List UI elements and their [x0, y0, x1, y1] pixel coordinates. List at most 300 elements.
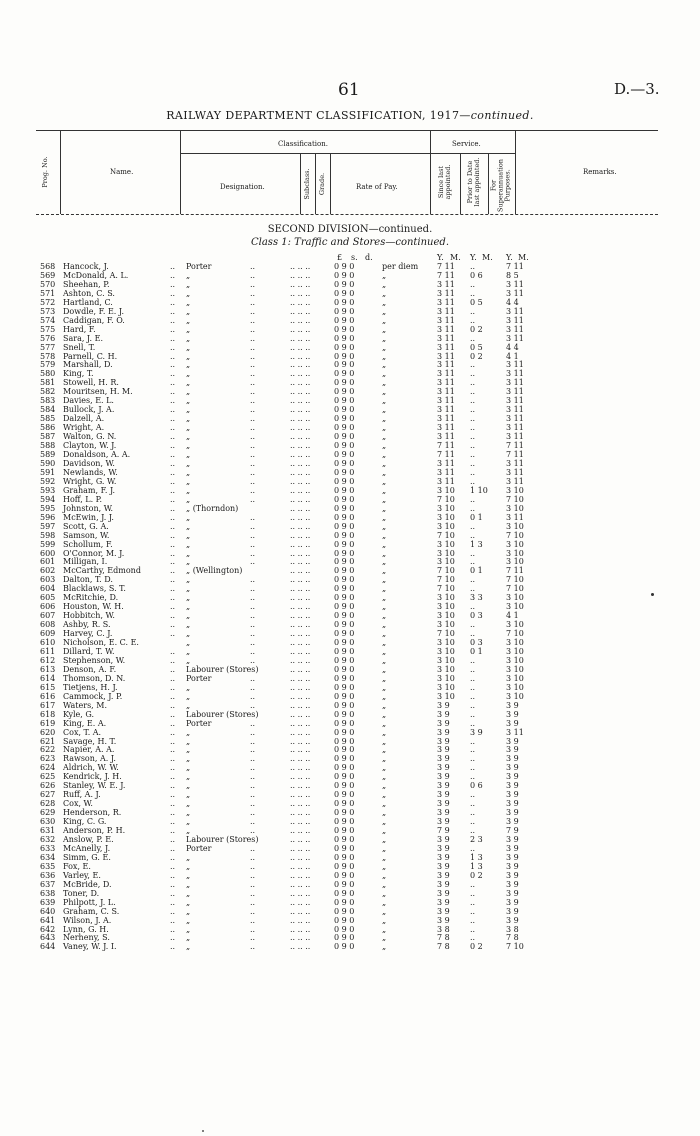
leader-dots: ..	[250, 548, 256, 558]
leader-dots: ..	[250, 494, 256, 504]
staff-name: Cox, T. A.	[63, 727, 102, 737]
service-prior: ..	[470, 279, 476, 289]
header-service: Service.	[452, 140, 481, 148]
leader-dots: ..	[170, 897, 176, 907]
staff-name: Graham, F. J.	[63, 485, 116, 495]
staff-name: King, T.	[63, 369, 94, 379]
pay-period: „	[382, 342, 387, 352]
rate-of-pay: 0 9 0	[334, 262, 355, 271]
leader-dots: ..	[170, 593, 176, 603]
staff-name: Davies, E. L.	[63, 396, 114, 406]
leader-dots: ..	[250, 754, 256, 764]
pay-period: „	[382, 924, 387, 934]
service-since-last: 3 10	[437, 611, 455, 621]
header-grade: Grade.	[318, 172, 326, 196]
pay-period: „	[382, 781, 387, 791]
service-superannuation: 3 11	[506, 369, 524, 379]
designation: „	[186, 575, 191, 585]
pay-period: „	[382, 629, 387, 639]
pay-period: „	[382, 826, 387, 836]
prog-no: 582	[40, 387, 56, 397]
service-superannuation: 3 11	[506, 279, 524, 289]
prog-no: 591	[40, 467, 56, 477]
designation: Porter	[186, 262, 212, 271]
staff-name: Sara, J. E.	[63, 333, 103, 343]
service-prior: ..	[470, 736, 476, 746]
service-superannuation: 3 9	[506, 736, 519, 746]
rate-of-pay: 0 9 0	[334, 593, 355, 603]
rate-of-pay: 0 9 0	[334, 333, 355, 343]
rate-of-pay: 0 9 0	[334, 521, 355, 531]
designation: „	[186, 530, 191, 540]
prog-no: 643	[40, 933, 56, 943]
service-since-last: 7 10	[437, 566, 455, 576]
service-superannuation: 4 1	[506, 351, 519, 361]
staff-name: Savage, H. T.	[63, 736, 117, 746]
service-superannuation: 3 11	[506, 306, 524, 316]
pay-period: „	[382, 790, 387, 800]
staff-name: Stanley, W. E. J.	[63, 781, 126, 791]
classification-rule	[180, 153, 430, 154]
staff-table-body	[0, 263, 700, 952]
pay-period: „	[382, 530, 387, 540]
rate-of-pay: 0 9 0	[334, 691, 355, 701]
service-since-last: 3 9	[437, 718, 450, 728]
service-superannuation: 3 10	[506, 521, 524, 531]
service-since-last: 3 11	[437, 387, 455, 397]
staff-name: Graham, C. S.	[63, 906, 120, 916]
service-since-last: 3 9	[437, 897, 450, 907]
designation: „	[186, 646, 191, 656]
designation: „	[186, 441, 191, 451]
leader-dots: ..	[250, 557, 256, 567]
prog-no: 569	[40, 270, 56, 280]
leader-dots: ..	[170, 870, 176, 880]
rate-of-pay: 0 9 0	[334, 611, 355, 621]
leader-dots: ..	[250, 333, 256, 343]
service-prior: ..	[470, 826, 476, 836]
staff-name: Bullock, J. A.	[63, 405, 115, 415]
leader-dots: ..	[170, 861, 176, 871]
leader-dots: ..	[250, 441, 256, 451]
prog-no: 601	[40, 557, 56, 567]
leader-dots: ..	[250, 324, 256, 334]
pay-period: „	[382, 548, 387, 558]
designation: „	[186, 584, 191, 594]
rate-of-pay: 0 9 0	[334, 539, 355, 549]
prog-no: 578	[40, 351, 56, 361]
leader-dots: ..	[250, 369, 256, 379]
service-since-last: 3 11	[437, 306, 455, 316]
rate-of-pay: 0 9 0	[334, 342, 355, 352]
service-prior: ..	[470, 458, 476, 468]
leader-dots: .. .. ..	[290, 611, 311, 621]
leader-dots: ..	[250, 799, 256, 809]
service-since-last: 3 10	[437, 521, 455, 531]
leader-dots: ..	[250, 906, 256, 916]
prog-no: 588	[40, 441, 56, 451]
service-superannuation: 7 11	[506, 450, 524, 460]
service-superannuation: 3 11	[506, 324, 524, 334]
leader-dots: .. .. ..	[290, 754, 311, 764]
leader-dots: .. .. ..	[290, 297, 311, 307]
service-superannuation: 3 10	[506, 655, 524, 665]
pay-period: „	[382, 485, 387, 495]
service-superannuation: 3 9	[506, 888, 519, 898]
rate-of-pay: 0 9 0	[334, 879, 355, 889]
designation: „	[186, 270, 191, 280]
leader-dots: ..	[170, 754, 176, 764]
rate-of-pay: 0 9 0	[334, 620, 355, 630]
leader-dots: ..	[170, 369, 176, 379]
document-code: D.—3.	[614, 80, 660, 98]
leader-dots: ..	[170, 826, 176, 836]
prog-no: 592	[40, 476, 56, 486]
leader-dots: .. .. ..	[290, 620, 311, 630]
service-superannuation: 3 11	[506, 467, 524, 477]
leader-dots: ..	[170, 763, 176, 773]
rate-of-pay: 0 9 0	[334, 324, 355, 334]
prog-no: 640	[40, 906, 56, 916]
leader-dots: ..	[170, 718, 176, 728]
service-since-last: 7 10	[437, 494, 455, 504]
rate-of-pay: 0 9 0	[334, 655, 355, 665]
service-superannuation: 3 9	[506, 835, 519, 844]
service-prior: ..	[470, 396, 476, 406]
staff-name: Toner, D.	[63, 888, 100, 898]
prog-no: 602	[40, 566, 56, 576]
service-superannuation: 3 9	[506, 709, 519, 719]
service-prior: 0 1	[470, 566, 483, 576]
rate-of-pay: 0 9 0	[334, 423, 355, 433]
service-since-last: 3 10	[437, 485, 455, 495]
pay-period: „	[382, 772, 387, 782]
service-prior: ..	[470, 432, 476, 442]
service-superannuation: 3 11	[506, 423, 524, 433]
leader-dots: .. .. ..	[290, 324, 311, 334]
pay-period: „	[382, 306, 387, 316]
service-since-last: 3 10	[437, 638, 455, 648]
service-superannuation: 3 9	[506, 817, 519, 827]
leader-dots: .. .. ..	[290, 673, 311, 683]
leader-dots: ..	[250, 279, 256, 289]
pay-period: „	[382, 611, 387, 621]
rate-of-pay: 0 9 0	[334, 512, 355, 522]
pay-period: „	[382, 432, 387, 442]
service-prior: 0 1	[470, 646, 483, 656]
designation: Porter	[186, 718, 212, 728]
rate-of-pay: 0 9 0	[334, 306, 355, 316]
prog-no: 579	[40, 360, 56, 370]
leader-dots: ..	[170, 476, 176, 486]
leader-dots: ..	[170, 781, 176, 791]
leader-dots: ..	[250, 584, 256, 594]
rate-of-pay: 0 9 0	[334, 843, 355, 853]
service-since-last: 3 11	[437, 369, 455, 379]
service-since-last: 7 10	[437, 629, 455, 639]
designation: „	[186, 745, 191, 755]
prog-no: 642	[40, 924, 56, 934]
title-main: RAILWAY DEPARTMENT CLASSIFICATION, 1917—	[166, 109, 471, 122]
leader-dots: .. .. ..	[290, 646, 311, 656]
designation: „	[186, 691, 191, 701]
service-superannuation: 7 10	[506, 629, 524, 639]
staff-name: Hoff, L. P.	[63, 494, 102, 504]
leader-dots: ..	[250, 655, 256, 665]
header-remarks: Remarks.	[583, 168, 617, 176]
rate-of-pay: 0 9 0	[334, 396, 355, 406]
unit-years: Y.	[506, 253, 513, 262]
leader-dots: ..	[250, 432, 256, 442]
service-since-last: 3 11	[437, 360, 455, 370]
service-since-last: 3 11	[437, 279, 455, 289]
leader-dots: ..	[250, 673, 256, 683]
leader-dots: ..	[250, 476, 256, 486]
pay-period: „	[382, 879, 387, 889]
pay-period: per diem	[382, 262, 419, 271]
staff-name: Dalton, T. D.	[63, 575, 113, 585]
service-since-last: 7 11	[437, 262, 455, 271]
header-classification: Classification.	[278, 140, 328, 148]
pay-period: „	[382, 297, 387, 307]
pay-period: „	[382, 387, 387, 397]
designation: „	[186, 297, 191, 307]
rate-of-pay: 0 9 0	[334, 754, 355, 764]
leader-dots: .. .. ..	[290, 602, 311, 612]
division-heading: SECOND DIVISION—continued.	[267, 224, 433, 235]
leader-dots: .. .. ..	[290, 414, 311, 424]
designation: „	[186, 485, 191, 495]
service-since-last: 3 11	[437, 324, 455, 334]
prog-no: 637	[40, 879, 56, 889]
service-since-last: 3 11	[437, 396, 455, 406]
prog-no: 625	[40, 772, 56, 782]
leader-dots: .. .. ..	[290, 817, 311, 827]
designation: „	[186, 288, 191, 298]
service-since-last: 7 10	[437, 530, 455, 540]
header-subclass: Subclass.	[303, 168, 311, 200]
rate-of-pay: 0 9 0	[334, 852, 355, 862]
service-superannuation: 3 10	[506, 602, 524, 612]
pay-period: „	[382, 870, 387, 880]
service-since-last: 3 9	[437, 817, 450, 827]
staff-name: Vaney, W. J. I.	[63, 942, 117, 952]
leader-dots: ..	[170, 906, 176, 916]
designation: „	[186, 620, 191, 630]
service-prior: ..	[470, 467, 476, 477]
service-superannuation: 3 11	[506, 476, 524, 486]
leader-dots: ..	[170, 817, 176, 827]
designation: „	[186, 924, 191, 934]
designation: „	[186, 879, 191, 889]
service-superannuation: 3 10	[506, 593, 524, 603]
leader-dots: ..	[170, 808, 176, 818]
staff-name: Clayton, W. J.	[63, 441, 117, 451]
rate-of-pay: 0 9 0	[334, 897, 355, 907]
prog-no: 577	[40, 342, 56, 352]
designation: Porter	[186, 843, 212, 853]
leader-dots: .. .. ..	[290, 450, 311, 460]
leader-dots: .. .. ..	[290, 745, 311, 755]
service-prior: 0 3	[470, 638, 483, 648]
rate-of-pay: 0 9 0	[334, 727, 355, 737]
leader-dots: ..	[170, 566, 176, 576]
prog-no: 615	[40, 682, 56, 692]
leader-dots: ..	[250, 611, 256, 621]
service-superannuation: 3 11	[506, 396, 524, 406]
service-since-last: 3 9	[437, 781, 450, 791]
service-superannuation: 3 11	[506, 432, 524, 442]
leader-dots: ..	[170, 297, 176, 307]
leader-dots: .. .. ..	[290, 942, 311, 952]
designation: „	[186, 521, 191, 531]
leader-dots: ..	[250, 808, 256, 818]
pay-period: „	[382, 915, 387, 925]
designation: „	[186, 342, 191, 352]
leader-dots: ..	[170, 745, 176, 755]
leader-dots: .. .. ..	[290, 852, 311, 862]
service-prior: ..	[470, 369, 476, 379]
prog-no: 638	[40, 888, 56, 898]
leader-dots: ..	[250, 781, 256, 791]
prog-no: 594	[40, 494, 56, 504]
pay-period: „	[382, 405, 387, 415]
header-bottom-rule	[36, 214, 658, 215]
rate-of-pay: 0 9 0	[334, 772, 355, 782]
leader-dots: .. .. ..	[290, 879, 311, 889]
service-prior: ..	[470, 620, 476, 630]
service-prior: 1 3	[470, 861, 483, 871]
service-prior: ..	[470, 655, 476, 665]
service-since-last: 3 10	[437, 682, 455, 692]
leader-dots: ..	[250, 414, 256, 424]
unit-shillings: s.	[351, 253, 358, 262]
service-prior: ..	[470, 879, 476, 889]
prog-no: 628	[40, 799, 56, 809]
leader-dots: .. .. ..	[290, 369, 311, 379]
staff-name: Nicholson, E. C. E.	[63, 638, 139, 648]
service-since-last: 3 10	[437, 557, 455, 567]
designation: „	[186, 387, 191, 397]
staff-name: King, E. A.	[63, 718, 107, 728]
prog-no: 641	[40, 915, 56, 925]
leader-dots: .. .. ..	[290, 826, 311, 836]
leader-dots: ..	[250, 297, 256, 307]
designation: „	[186, 781, 191, 791]
prog-no: 622	[40, 745, 56, 755]
prog-no: 614	[40, 673, 56, 683]
service-since-last: 3 10	[437, 548, 455, 558]
designation: „	[186, 897, 191, 907]
prog-no: 583	[40, 396, 56, 406]
title-continued: continued.	[470, 109, 534, 122]
leader-dots: .. .. ..	[290, 476, 311, 486]
table-row	[0, 943, 700, 952]
staff-name: Newlands, W.	[63, 467, 118, 477]
leader-dots: ..	[250, 342, 256, 352]
pay-period: „	[382, 835, 387, 844]
service-prior: ..	[470, 897, 476, 907]
leader-dots: .. .. ..	[290, 557, 311, 567]
designation: „	[186, 548, 191, 558]
staff-name: Anslow, P. E.	[63, 835, 114, 844]
staff-name: Hancock, J.	[63, 262, 109, 271]
rate-of-pay: 0 9 0	[334, 870, 355, 880]
service-prior: ..	[470, 673, 476, 683]
unit-months: M.	[450, 253, 461, 262]
staff-name: Mouritsen, H. M.	[63, 387, 133, 397]
leader-dots: .. .. ..	[290, 342, 311, 352]
leader-dots: .. .. ..	[290, 709, 311, 719]
designation: „	[186, 933, 191, 943]
leader-dots: ..	[170, 485, 176, 495]
rate-of-pay: 0 9 0	[334, 584, 355, 594]
staff-name: Donaldson, A. A.	[63, 450, 131, 460]
rate-of-pay: 0 9 0	[334, 629, 355, 639]
service-prior: ..	[470, 790, 476, 800]
leader-dots: .. .. ..	[290, 270, 311, 280]
leader-dots: ..	[170, 646, 176, 656]
leader-dots: .. .. ..	[290, 315, 311, 325]
leader-dots: ..	[250, 458, 256, 468]
service-since-last: 7 11	[437, 450, 455, 460]
service-superannuation: 7 11	[506, 441, 524, 451]
service-superannuation: 3 9	[506, 763, 519, 773]
service-superannuation: 3 11	[506, 414, 524, 424]
staff-name: Varley, E.	[63, 870, 101, 880]
leader-dots: ..	[170, 351, 176, 361]
service-since-last: 3 8	[437, 924, 450, 934]
unit-months: M.	[482, 253, 493, 262]
service-since-last: 7 10	[437, 575, 455, 585]
leader-dots: .. .. ..	[290, 772, 311, 782]
leader-dots: .. .. ..	[290, 718, 311, 728]
prog-no: 617	[40, 700, 56, 710]
leader-dots: ..	[250, 861, 256, 871]
pay-period: „	[382, 638, 387, 648]
service-since-last: 7 11	[437, 441, 455, 451]
leader-dots: .. .. ..	[290, 584, 311, 594]
leader-dots: ..	[170, 423, 176, 433]
leader-dots: ..	[170, 682, 176, 692]
leader-dots: ..	[170, 673, 176, 683]
prog-no: 604	[40, 584, 56, 594]
leader-dots: ..	[170, 924, 176, 934]
service-superannuation: 3 11	[506, 512, 524, 522]
designation: „	[186, 539, 191, 549]
leader-dots: ..	[250, 387, 256, 397]
leader-dots: ..	[250, 933, 256, 943]
designation: „	[186, 799, 191, 809]
service-superannuation: 3 9	[506, 772, 519, 782]
header-prog-no: Prog. No.	[41, 156, 49, 188]
leader-dots: .. .. ..	[290, 727, 311, 737]
service-prior: ..	[470, 441, 476, 451]
rate-of-pay: 0 9 0	[334, 718, 355, 728]
pay-period: „	[382, 279, 387, 289]
pay-period: „	[382, 646, 387, 656]
rate-of-pay: 0 9 0	[334, 933, 355, 943]
leader-dots: .. .. ..	[290, 306, 311, 316]
service-prior: 1 10	[470, 485, 488, 495]
service-superannuation: 8 5	[506, 270, 519, 280]
service-superannuation: 3 10	[506, 673, 524, 683]
pay-period: „	[382, 763, 387, 773]
leader-dots: .. .. ..	[290, 378, 311, 388]
leader-dots: ..	[170, 664, 176, 674]
leader-dots: ..	[170, 655, 176, 665]
leader-dots: ..	[170, 843, 176, 853]
